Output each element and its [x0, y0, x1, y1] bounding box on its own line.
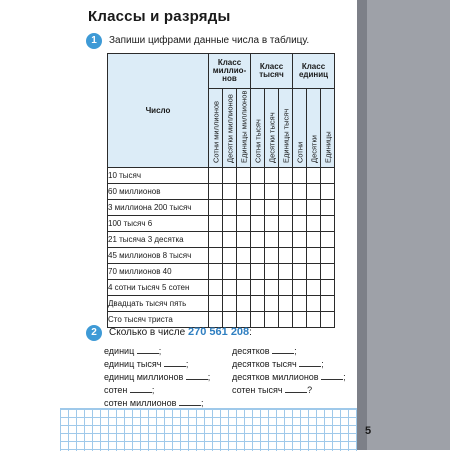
answer-blank[interactable]	[186, 370, 208, 380]
answer-line: единиц миллионов ;	[104, 372, 211, 382]
page-title: Классы и разряды	[88, 8, 231, 25]
digit-cell[interactable]	[321, 248, 335, 264]
answer-line: сотен ;	[104, 385, 155, 395]
digit-cell[interactable]	[321, 168, 335, 184]
table-row	[108, 168, 335, 184]
digit-cell[interactable]	[307, 184, 321, 200]
digit-cell[interactable]	[251, 168, 265, 184]
digit-cell[interactable]	[293, 232, 307, 248]
row-number-label: 60 миллионов	[108, 184, 209, 200]
table-row	[108, 232, 335, 248]
table-row	[108, 184, 335, 200]
rank-header: Сотни	[293, 89, 307, 168]
digit-cell[interactable]	[279, 200, 293, 216]
answer-line: десятков ;	[232, 346, 297, 356]
digit-cell[interactable]	[265, 184, 279, 200]
answer-blank[interactable]	[179, 396, 201, 406]
table-row	[108, 296, 335, 312]
number-column-header: Число	[108, 54, 209, 168]
rank-header: Сотни тысяч	[251, 89, 265, 168]
digit-cell[interactable]	[265, 248, 279, 264]
digit-cell[interactable]	[279, 296, 293, 312]
digit-cell[interactable]	[293, 168, 307, 184]
digit-cell[interactable]	[237, 232, 251, 248]
digit-cell[interactable]	[223, 280, 237, 296]
digit-cell[interactable]	[321, 232, 335, 248]
digit-cell[interactable]	[293, 296, 307, 312]
digit-cell[interactable]	[223, 216, 237, 232]
row-number-label: 21 тысяча 3 десятка	[108, 232, 209, 248]
answer-line: десятков миллионов ;	[232, 372, 346, 382]
digit-cell[interactable]	[265, 232, 279, 248]
digit-cell[interactable]	[209, 200, 223, 216]
digit-cell[interactable]	[279, 312, 293, 328]
answer-blank[interactable]	[130, 383, 152, 393]
answer-blank[interactable]	[164, 357, 186, 367]
digit-cell[interactable]	[251, 312, 265, 328]
answer-line: единиц ;	[104, 346, 162, 356]
digit-cell[interactable]	[251, 248, 265, 264]
digit-cell[interactable]	[237, 296, 251, 312]
digit-cell[interactable]	[307, 296, 321, 312]
digit-cell[interactable]	[307, 248, 321, 264]
ranks-table	[107, 53, 335, 328]
rank-header: Единицы тысяч	[279, 89, 293, 168]
page-edge-strip	[357, 0, 450, 450]
graph-paper	[60, 408, 357, 451]
digit-cell[interactable]	[293, 248, 307, 264]
digit-cell[interactable]	[265, 264, 279, 280]
digit-cell[interactable]	[251, 264, 265, 280]
answer-line: сотен тысяч ?	[232, 385, 313, 395]
answer-line: сотен миллионов ;	[104, 398, 204, 408]
digit-cell[interactable]	[307, 168, 321, 184]
digit-cell[interactable]	[265, 312, 279, 328]
digit-cell[interactable]	[209, 264, 223, 280]
rank-header: Сотни миллионов	[209, 89, 223, 168]
digit-cell[interactable]	[209, 184, 223, 200]
digit-cell[interactable]	[237, 248, 251, 264]
digit-cell[interactable]	[237, 168, 251, 184]
row-number-label: 45 миллионов 8 тысяч	[108, 248, 209, 264]
digit-cell[interactable]	[265, 280, 279, 296]
answer-blank[interactable]	[321, 370, 343, 380]
digit-cell[interactable]	[209, 168, 223, 184]
task-2-badge: 2	[86, 325, 102, 341]
digit-cell[interactable]	[307, 232, 321, 248]
digit-cell[interactable]	[293, 280, 307, 296]
digit-cell[interactable]	[223, 264, 237, 280]
digit-cell[interactable]	[209, 232, 223, 248]
rank-header: Десятки тысяч	[265, 89, 279, 168]
digit-cell[interactable]	[279, 248, 293, 264]
digit-cell[interactable]	[209, 248, 223, 264]
answer-line: единиц тысяч ;	[104, 359, 189, 369]
digit-cell[interactable]	[307, 312, 321, 328]
digit-cell[interactable]	[209, 296, 223, 312]
digit-cell[interactable]	[265, 216, 279, 232]
digit-cell[interactable]	[237, 264, 251, 280]
table-row	[108, 200, 335, 216]
digit-cell[interactable]	[293, 264, 307, 280]
table-row	[108, 216, 335, 232]
rank-header: Единицы миллионов	[237, 89, 251, 168]
digit-cell[interactable]	[293, 216, 307, 232]
digit-cell[interactable]	[209, 280, 223, 296]
digit-cell[interactable]	[209, 216, 223, 232]
digit-cell[interactable]	[237, 200, 251, 216]
answer-line: десятков тысяч ;	[232, 359, 324, 369]
task-1-badge: 1	[86, 33, 102, 49]
digit-cell[interactable]	[237, 216, 251, 232]
digit-cell[interactable]	[293, 184, 307, 200]
digit-cell[interactable]	[279, 232, 293, 248]
digit-cell[interactable]	[251, 216, 265, 232]
digit-cell[interactable]	[223, 248, 237, 264]
rank-header: Десятки	[307, 89, 321, 168]
table-row	[108, 264, 335, 280]
task-2-question: Сколько в числе 270 561 208:	[109, 326, 252, 338]
row-number-label: Сто тысяч триста	[108, 312, 209, 328]
row-number-label: 10 тысяч	[108, 168, 209, 184]
digit-cell[interactable]	[307, 280, 321, 296]
digit-cell[interactable]	[279, 264, 293, 280]
rank-header: Единицы	[321, 89, 335, 168]
digit-cell[interactable]	[307, 264, 321, 280]
digit-cell[interactable]	[223, 168, 237, 184]
digit-cell[interactable]	[251, 200, 265, 216]
digit-cell[interactable]	[321, 216, 335, 232]
class-millions-header: Класс миллио-нов	[209, 54, 251, 89]
digit-cell[interactable]	[307, 200, 321, 216]
digit-cell[interactable]	[223, 232, 237, 248]
row-number-label: 70 миллионов 40	[108, 264, 209, 280]
digit-cell[interactable]	[237, 280, 251, 296]
table-row	[108, 280, 335, 296]
rank-header: Десятки миллионов	[223, 89, 237, 168]
answer-blank[interactable]	[299, 357, 321, 367]
digit-cell[interactable]	[237, 184, 251, 200]
digit-cell[interactable]	[279, 184, 293, 200]
digit-cell[interactable]	[251, 280, 265, 296]
digit-cell[interactable]	[251, 184, 265, 200]
digit-cell[interactable]	[223, 296, 237, 312]
digit-cell[interactable]	[265, 168, 279, 184]
digit-cell[interactable]	[251, 232, 265, 248]
answer-blank[interactable]	[137, 344, 159, 354]
row-number-label: 100 тысяч 6	[108, 216, 209, 232]
digit-cell[interactable]	[307, 216, 321, 232]
digit-cell[interactable]	[321, 280, 335, 296]
digit-cell[interactable]	[223, 200, 237, 216]
task-1-instruction: Запиши цифрами данные числа в таблицу.	[109, 35, 310, 46]
page-number: 5	[365, 425, 372, 437]
digit-cell[interactable]	[279, 280, 293, 296]
digit-cell[interactable]	[321, 264, 335, 280]
digit-cell[interactable]	[321, 200, 335, 216]
digit-cell[interactable]	[321, 312, 335, 328]
class-thousands-header: Класс тысяч	[251, 54, 293, 89]
digit-cell[interactable]	[265, 296, 279, 312]
digit-cell[interactable]	[265, 200, 279, 216]
row-number-label: 3 миллиона 200 тысяч	[108, 200, 209, 216]
table-row	[108, 248, 335, 264]
digit-cell[interactable]	[321, 296, 335, 312]
digit-cell[interactable]	[293, 312, 307, 328]
answer-blank[interactable]	[272, 344, 294, 354]
digit-cell[interactable]	[251, 296, 265, 312]
digit-cell[interactable]	[279, 216, 293, 232]
answer-blank[interactable]	[285, 383, 307, 393]
digit-cell[interactable]	[279, 168, 293, 184]
task-2-number: 270 561 208	[188, 326, 250, 338]
class-units-header: Класс единиц	[293, 54, 335, 89]
row-number-label: 4 сотни тысяч 5 сотен	[108, 280, 209, 296]
digit-cell[interactable]	[223, 184, 237, 200]
digit-cell[interactable]	[321, 184, 335, 200]
row-number-label: Двадцать тысяч пять	[108, 296, 209, 312]
digit-cell[interactable]	[293, 200, 307, 216]
